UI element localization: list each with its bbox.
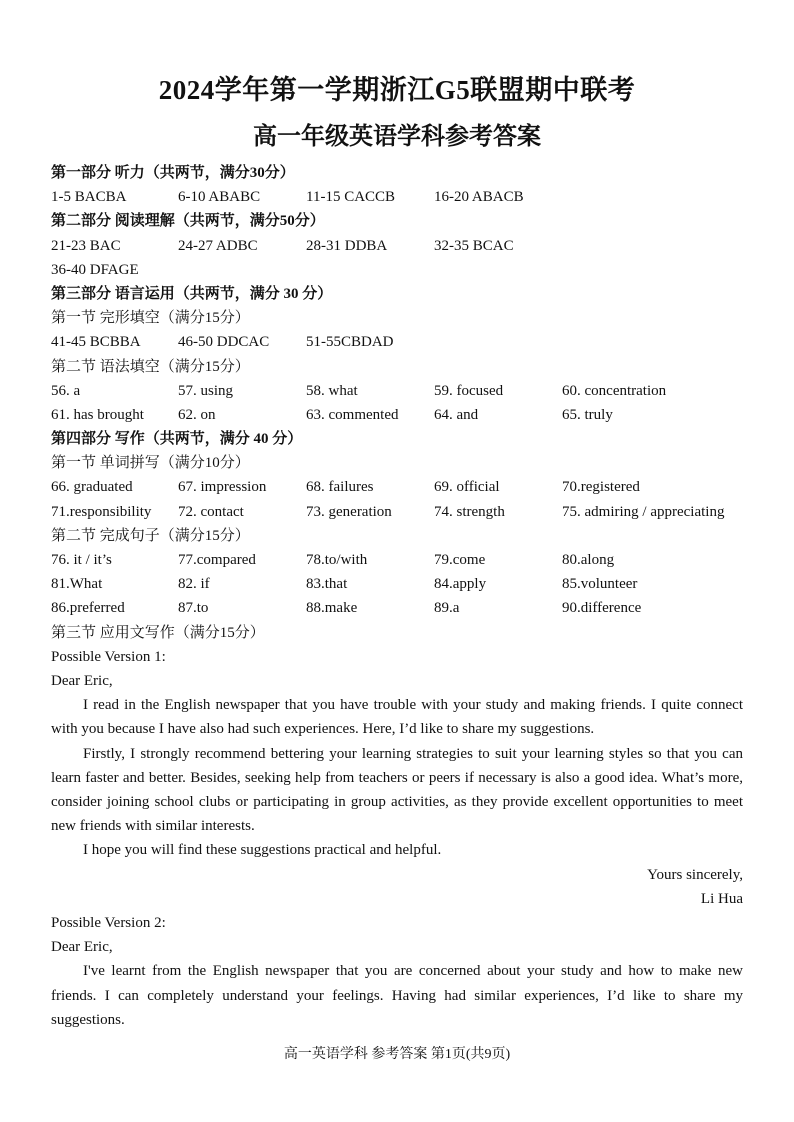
- answer-item: 60. concentration: [562, 382, 667, 399]
- answer-group: 16-20 ABACB: [434, 189, 524, 206]
- part4-section2-answers-row: [51, 548, 743, 572]
- answers-section: [51, 161, 743, 1032]
- answer-item: 81.What: [51, 576, 103, 593]
- version1-closing: Yours sincerely,: [647, 866, 743, 883]
- part4-section2-heading: 第二节 完成句子（满分15分）: [51, 527, 250, 544]
- version1-paragraph: I hope you will find these suggestions practical and helpful.: [83, 842, 442, 859]
- version1-paragraph: Firstly, I strongly recommend bettering your learning strategies to suit your learning styles so that you can learn faster and better. Besides, seeking help from teachers or peers if necessary is also a good idea. What’s more, consider joining school clubs or participating in group activities, as they provide excellent opportunities to meet new friends with similar interests.: [51, 745, 743, 835]
- part3-section2-answers-row: [51, 379, 743, 403]
- part4-heading: 第四部分 写作（共两节，满分 40 分）: [51, 431, 303, 448]
- exam-title: 2024学年第一学期浙江G5联盟期中联考: [158, 75, 636, 105]
- answer-item: 79.come: [434, 552, 486, 568]
- part3-section1-heading: 第一节 完形填空（满分15分）: [51, 310, 250, 327]
- version2-greeting: Dear Eric,: [51, 939, 113, 956]
- answer-group: 6-10 ABABC: [178, 189, 261, 206]
- answer-item: 56. a: [51, 382, 81, 399]
- page-footer: 高一英语学科 参考答案 第1页(共9页): [283, 1047, 511, 1062]
- answer-item: 66. graduated: [51, 479, 133, 496]
- part4-section1-answers-row: [51, 475, 743, 499]
- answer-item: 75. admiring / appreciating: [562, 503, 725, 520]
- answer-item: 84.apply: [434, 576, 487, 593]
- answer-group: 51-55CBDAD: [306, 334, 394, 351]
- answer-item: 65. truly: [562, 406, 613, 423]
- part4-section3-heading: 第三节 应用文写作（满分15分）: [51, 624, 265, 641]
- answer-group: 24-27 ADBC: [178, 237, 258, 254]
- part1-heading: 第一部分 听力（共两节，满分30分）: [51, 165, 295, 181]
- answer-item: 72. contact: [178, 503, 244, 520]
- answer-group: 11-15 CACCB: [306, 189, 396, 206]
- part3-section1-answers-row: [51, 330, 743, 354]
- answer-item: 83.that: [306, 576, 348, 593]
- answer-item: 68. failures: [306, 479, 374, 496]
- answer-item: 61. has brought: [51, 406, 144, 423]
- part2-heading: 第二部分 阅读理解（共两节，满分50分）: [51, 213, 325, 230]
- answer-item: 63. commented: [306, 406, 399, 423]
- answer-item: 74. strength: [434, 503, 505, 520]
- answer-item: 59. focused: [434, 382, 504, 399]
- part1-answers-row: [51, 185, 743, 209]
- answer-group: 32-35 BCAC: [434, 237, 514, 254]
- version1-label: Possible Version 1:: [51, 648, 166, 665]
- answer-item: 90.difference: [562, 600, 642, 617]
- version1-paragraph: I read in the English newspaper that you have trouble with your study and making friends. I quite connect with you because I have also had such experiences. Here, I’d like to share my suggestions.: [51, 697, 743, 738]
- part4-section2-answers-row: [51, 572, 743, 596]
- answer-item: 89.a: [434, 600, 460, 617]
- part2-answers-row: [51, 258, 743, 282]
- answer-item: 57. using: [178, 382, 234, 399]
- part2-answers-row: [51, 234, 743, 258]
- answer-item: 88.make: [306, 600, 358, 617]
- version1-greeting: Dear Eric,: [51, 672, 113, 689]
- answer-item: 58. what: [306, 382, 358, 399]
- answer-item: 62. on: [178, 406, 216, 423]
- answer-item: 78.to/with: [306, 552, 368, 568]
- answer-item: 85.volunteer: [562, 576, 638, 593]
- answer-group: 28-31 DDBA: [306, 237, 388, 254]
- answer-item: 70.registered: [562, 479, 640, 496]
- exam-subtitle: 高一年级英语学科参考答案: [253, 124, 541, 150]
- answer-item: 77.compared: [178, 552, 256, 568]
- answer-item: 82. if: [178, 576, 210, 593]
- version2-paragraph: I've learnt from the English newspaper that you are concerned about your study and how to make new friends. I can completely understand your feelings. Having had similar experiences, I’d like to share my suggestions.: [51, 963, 743, 1028]
- part4-section1-heading: 第一节 单词拼写（满分10分）: [51, 455, 250, 472]
- part3-section2-heading: 第二节 语法填空（满分15分）: [51, 358, 250, 375]
- version1-signature: Li Hua: [700, 890, 743, 907]
- part4-section2-answers-row: [51, 596, 743, 620]
- version2-label: Possible Version 2:: [51, 914, 166, 931]
- answer-item: 80.along: [562, 552, 615, 568]
- part3-heading: 第三部分 语言运用（共两节，满分 30 分）: [51, 285, 333, 302]
- answer-group: 1-5 BACBA: [51, 189, 127, 206]
- answer-item: 76. it / it’s: [51, 552, 112, 568]
- answer-group: 21-23 BAC: [51, 237, 121, 254]
- answer-item: 86.preferred: [51, 600, 125, 617]
- answer-group: 41-45 BCBBA: [51, 334, 141, 351]
- answer-item: 87.to: [178, 600, 209, 617]
- answer-item: 67. impression: [178, 479, 267, 496]
- answer-group: 46-50 DDCAC: [178, 334, 270, 351]
- answer-group: 36-40 DFAGE: [51, 261, 139, 278]
- part4-section1-answers-row: [51, 500, 743, 524]
- answer-item: 69. official: [434, 479, 500, 496]
- answer-item: 64. and: [434, 406, 479, 423]
- answer-item: 73. generation: [306, 503, 392, 520]
- answer-item: 71.responsibility: [51, 503, 152, 520]
- part3-section2-answers-row: [51, 403, 743, 427]
